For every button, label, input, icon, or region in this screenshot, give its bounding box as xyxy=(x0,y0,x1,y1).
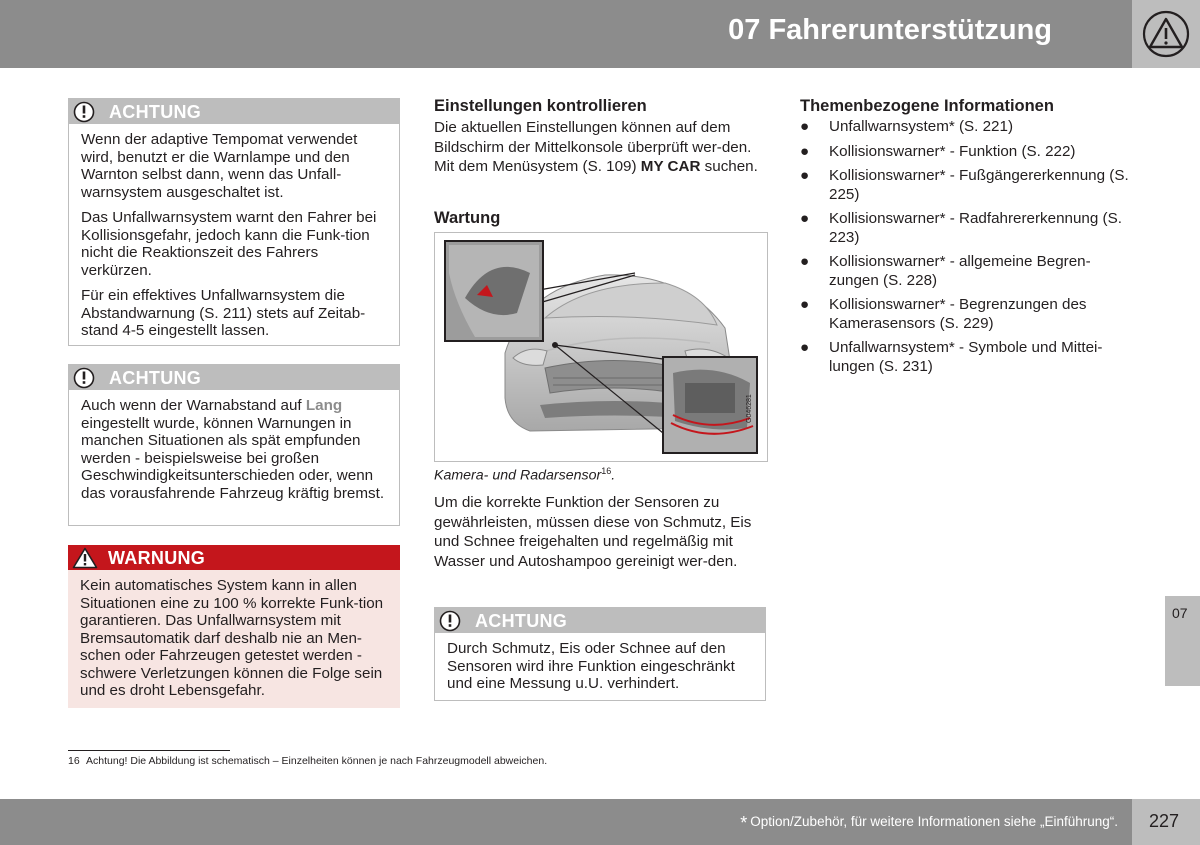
chapter-side-tab[interactable] xyxy=(1165,596,1200,686)
notice-paragraph: Durch Schmutz, Eis oder Schnee auf den Sensoren wird ihre Funktion eingeschränkt und eine Messung u.U. verhindert. xyxy=(447,640,735,692)
list-item[interactable]: ● Kollisionswarner* - Funktion (S. 222) xyxy=(800,142,1076,160)
chapter-number: 07 xyxy=(1172,605,1188,621)
list-item[interactable]: ● Kollisionswarner* - allgemeine Begren-zungen (S. 228) xyxy=(800,253,1091,289)
camera-radar-sensor-illustration xyxy=(434,232,768,462)
page-number-box xyxy=(1132,799,1200,845)
related-info-list xyxy=(800,118,1140,382)
warning-box-header xyxy=(68,545,400,570)
asterisk: * xyxy=(740,813,748,833)
menu-name-my-car: MY CAR xyxy=(640,158,701,175)
bullet-icon: ● xyxy=(800,253,810,270)
warning-title: WARNUNG xyxy=(108,548,206,568)
warning-triangle-icon xyxy=(72,547,98,569)
footnote-divider xyxy=(68,750,230,751)
figure-caption: Kamera- und Radarsensor$^{16}$. xyxy=(434,466,616,484)
maintenance-paragraph: Um die korrekte Funktion der Sensoren zu gewährleisten, müssen diese von Schmutz, Eis und Schnee freigehalten und regelmäßig mit Wasser und Autoshampoo gereinigt wer-den. xyxy=(434,494,752,570)
chapter-title: 07 Fahrerunterstützung xyxy=(728,14,1052,46)
bullet-icon: ● xyxy=(800,296,810,313)
bullet-icon: ● xyxy=(800,142,810,160)
list-item[interactable]: ● Kollisionswarner* - Fußgängererkennung (S. 225) xyxy=(800,167,1129,203)
info-icon xyxy=(439,610,461,632)
page-number: 227 xyxy=(1149,811,1180,831)
related-info-heading: Themenbezogene Informationen xyxy=(800,97,1054,115)
list-item[interactable]: ● Kollisionswarner* - Begrenzungen des Kamerasensors (S. 229) xyxy=(800,296,1087,332)
notice-paragraph: Das Unfallwarnsystem warnt den Fahrer bei Kollisionsgefahr, jedoch kann die Funk-tion nicht die Reaktionszeit des Fahrers verkürzen. xyxy=(81,209,377,279)
notice-box-header xyxy=(435,608,765,633)
notice-paragraph: Für ein effektives Unfallwarnsystem die Abstandwarnung (S. 211) stets auf Zeitab-stand 4-5 eingestellt lassen. xyxy=(81,287,366,339)
footnote-ref: 16 xyxy=(601,466,612,476)
list-item[interactable]: ● Unfallwarnsystem* - Symbole und Mittei-lungen (S. 231) xyxy=(800,339,1103,375)
warning-paragraph: Kein automatisches System kann in allen Situationen eine zu 100 % korrekte Funk-tion garantieren. Das Unfallwarnsystem mit Bremsautomatik darf deshalb nie an Men-schen oder Fahrzeugen getestet werden - schwere Verletzungen können die Folge sein und es droht Lebensgefahr. xyxy=(80,577,384,699)
list-item[interactable]: ● Kollisionswarner* - Radfahrererkennung (S. 223) xyxy=(800,210,1122,246)
footnote xyxy=(68,755,547,767)
warning-box xyxy=(68,545,400,708)
setting-value-lang: Lang xyxy=(305,397,343,414)
notice-box-header xyxy=(69,99,399,124)
settings-paragraph: Die aktuellen Einstellungen können auf dem Bildschirm der Mittelkonsole überprüft wer-den. Mit dem Menüsystem (S. 109) MY CAR suchen. xyxy=(434,119,758,175)
page-footer xyxy=(0,799,1132,845)
warning-triangle-icon xyxy=(1142,10,1190,58)
section-heading-maintenance: Wartung xyxy=(434,209,501,227)
notice-title: ACHTUNG xyxy=(109,368,202,388)
bullet-icon: ● xyxy=(800,167,810,184)
notice-box-header xyxy=(69,365,399,390)
notice-paragraph: Auch wenn der Warnabstand auf Lang eingestellt wurde, können Warnungen in manchen Situationen als spät empfunden werden - beispielsweise bei großen Geschwindigkeitsunterschieden oder, wenn das vorausfahrende Fahrzeug kräftig bremst. xyxy=(81,397,385,502)
notice-box-2 xyxy=(68,364,400,526)
notice-title: ACHTUNG xyxy=(475,611,568,631)
figure-code: G046281 xyxy=(746,394,753,423)
bullet-icon: ● xyxy=(800,118,810,135)
section-heading-settings: Einstellungen kontrollieren xyxy=(434,97,647,115)
bullet-icon: ● xyxy=(800,339,810,356)
notice-box-1 xyxy=(68,98,400,346)
bullet-icon: ● xyxy=(800,210,810,227)
notice-title: ACHTUNG xyxy=(109,102,202,122)
notice-box-3 xyxy=(434,607,766,701)
footer-note: * Option/Zubehör, für weitere Informationen siehe „Einführung“. xyxy=(740,813,1118,833)
list-item[interactable]: ● Unfallwarnsystem* (S. 221) xyxy=(800,118,1014,135)
footnote-number: 16 xyxy=(68,755,80,767)
info-icon xyxy=(73,367,95,389)
notice-paragraph: Wenn der adaptive Tempomat verwendet wird, benutzt er die Warnlampe und den Warnton selbst dann, wenn das Unfall-warnsystem ausgeschaltet ist. xyxy=(81,131,358,201)
car-front-illustration xyxy=(435,233,767,461)
footnote-text: Achtung! Die Abbildung ist schematisch – Einzelheiten können je nach Fahrzeugmodell abweichen. xyxy=(86,755,548,767)
info-icon xyxy=(73,101,95,123)
header-icon-box xyxy=(1132,0,1200,68)
page-header xyxy=(0,0,1132,68)
